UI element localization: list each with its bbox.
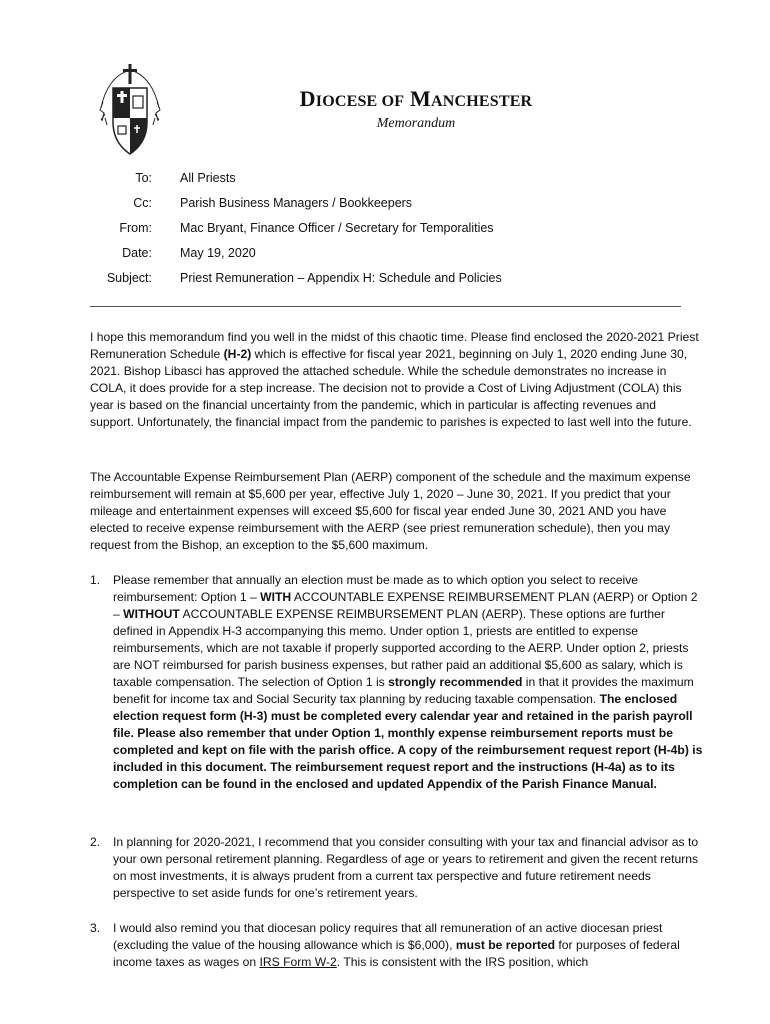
header-divider: [90, 306, 681, 307]
document-subtitle: Memorandum: [376, 116, 456, 131]
aerp-paragraph: The Accountable Expense Reimbursement Plan (AERP) component of the schedule and the maximum expense reimbursement will remain at $5,600 per year, effective July 1, 2020 – June 30, 2021. If you predict that your mileage and entertainment expenses will exceed $5,600 for fiscal year ended June 30, 2021 AND you have elected to receive expense reimbursement with the AERP (see priest remuneration schedule), then you may request from the Bishop, an exception to the $5,600 maximum.: [90, 470, 691, 552]
memo-field-label: Cc:: [133, 196, 152, 210]
list-number: 3.: [90, 921, 101, 935]
memo-field-value: May 19, 2020: [180, 246, 256, 260]
memo-field-label: To:: [135, 171, 152, 185]
memo-field-value: Priest Remuneration – Appendix H: Schedule and Policies: [180, 271, 502, 285]
memo-field-label: Subject:: [106, 271, 152, 285]
list-item-retirement: In planning for 2020-2021, I recommend that you consider consulting with your tax and financial advisor as to your own personal retirement planning. Regardless of age or years to retirement and given the recent returns on most investments, it is always prudent from a current tax perspective and future retirement needs perspective to set aside funds for one’s retirement years.: [113, 835, 699, 900]
list-number: 1.: [90, 573, 101, 587]
list-number: 2.: [90, 835, 101, 849]
memo-field-value: Parish Business Managers / Bookkeepers: [180, 196, 413, 210]
list-item-election: Please remember that annually an election must be made as to which option you select to receive reimbursement: Option 1 – WITH ACCOUNTABLE EXPENSE REIMBURSEMENT PLAN (AERP) or Option 2 – WITHOUT ACCOUNTABLE EXPENSE REIMBURSEMENT PLAN (AERP). These options are further defined in Appendix H-3 accompanying this memo. Under option 1, priests are entitled to expense reimbursements, which are not taxable if properly supported according to the AERP. Under option 2, priests are NOT reimbursed for parish business expenses, but rather paid an additional $5,600 as salary, which is taxable compensation. The selection of Option 1 is strongly recommended in that it provides the maximum benefit for income tax and Social Security tax planning by reducing taxable compensation. The enclosed election request form (H-3) must be completed every calendar year and retained in the parish payroll file. Please also remember that under Option 1, monthly expense reimbursement reports must be completed and kept on file with the parish office. A copy of the reimbursement request report (H-4b) is included in this document. The reimbursement request report and the instructions (H-4a) as to its completion can be found in the enclosed and updated Appendix of the Parish Finance Manual.: [113, 573, 703, 791]
intro-paragraph: I hope this memorandum find you well in the midst of this chaotic time. Please find enclosed the 2020-2021 Priest Remuneration Schedule (H-2) which is effective for fiscal year 2021, beginning on July 1, 2020 ending June 30, 2021. Bishop Libasci has approved the attached schedule. While the schedule demonstrates no increase in COLA, it does provide for a step increase. The decision not to provide a Cost of Living Adjustment (COLA) this year is based on the financial uncertainty from the pandemic, which in particular is affecting revenues and support. Unfortunately, the financial impact from the pandemic to parishes is expected to last well into the future.: [90, 330, 699, 429]
memo-from-row: [80, 218, 680, 238]
memo-field-value: Mac Bryant, Finance Officer / Secretary for Temporalities: [180, 221, 494, 235]
memo-field-label: Date:: [122, 246, 152, 260]
memo-cc-row: [80, 193, 680, 213]
memo-field-label: From:: [119, 221, 152, 235]
memo-to-row: [80, 168, 680, 188]
list-item-remuneration: I would also remind you that diocesan policy requires that all remuneration of an active diocesan priest (excluding the value of the housing allowance which is $6,000), must be reported for purposes of federal income taxes as wages on IRS Form W-2. This is consistent with the IRS position, which: [113, 921, 680, 969]
document-title: DIOCESE OF MANCHESTER: [299, 86, 533, 111]
irs-form-reference: IRS Form W-2: [259, 955, 337, 969]
memo-date-row: [80, 243, 680, 263]
memo-field-value: All Priests: [180, 171, 236, 185]
diocese-seal-logo: [95, 62, 165, 158]
memo-subject-row: [80, 268, 680, 288]
